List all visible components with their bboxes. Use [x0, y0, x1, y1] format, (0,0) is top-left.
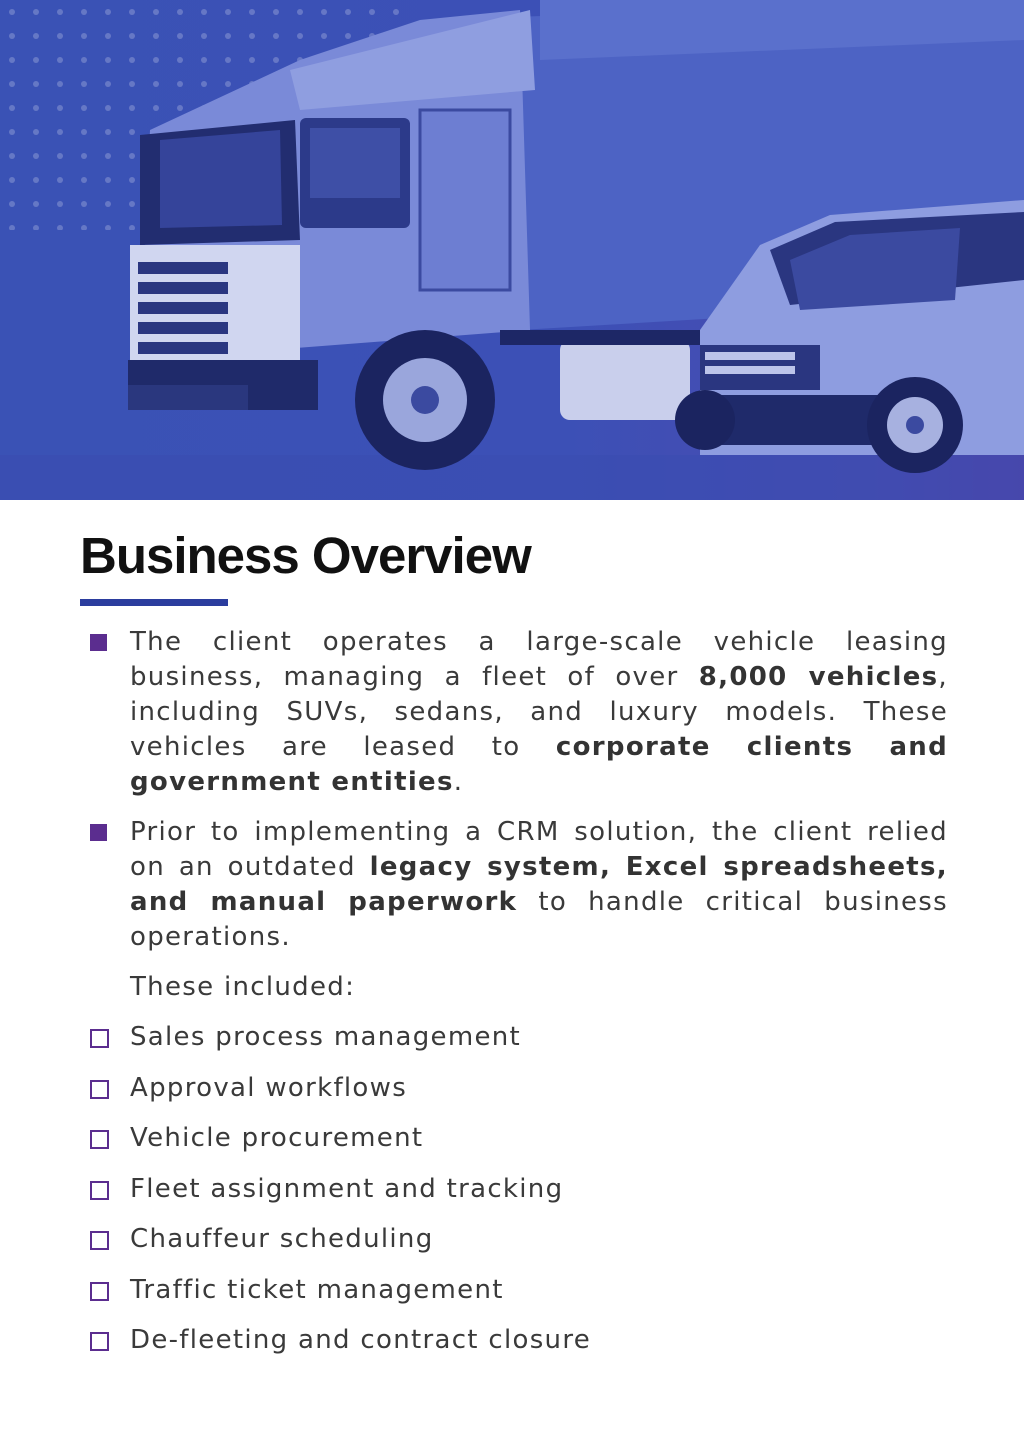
- checkbox-square-icon: [90, 1181, 109, 1200]
- list-item: Fleet assignment and tracking: [88, 1172, 948, 1207]
- checkbox-square-icon: [90, 1029, 109, 1048]
- list-item: Vehicle procurement: [88, 1121, 948, 1156]
- operations-list: [88, 1020, 948, 1358]
- list-item: Approval workflows: [88, 1071, 948, 1106]
- checkbox-square-icon: [90, 1130, 109, 1149]
- filled-square-bullet-icon: [90, 824, 107, 841]
- truck-and-van-illustration: [0, 0, 1024, 500]
- checkbox-square-icon: [90, 1282, 109, 1301]
- hero-image: [0, 0, 1024, 500]
- list-item: Sales process management: [88, 1020, 948, 1055]
- list-item: Chauffeur scheduling: [88, 1222, 948, 1257]
- paragraph-legacy: Prior to implementing a CRM solution, the client relied on an outdated legacy system, Excel spreadsheets, and manual paperwork to handle critical business operations.: [88, 815, 948, 955]
- content-body: [88, 625, 948, 1374]
- filled-square-bullet-icon: [90, 634, 107, 651]
- page-title: Business Overview: [80, 527, 531, 584]
- paragraph-fleet: The client operates a large-scale vehicle leasing business, managing a fleet of over 8,000 vehicles, including SUVs, sedans, and luxury models. These vehicles are leased to corporate clients and government entities.: [88, 625, 948, 800]
- list-item: De-fleeting and contract closure: [88, 1323, 948, 1358]
- title-underline: [80, 599, 228, 606]
- checkbox-square-icon: [90, 1231, 109, 1250]
- list-item: Traffic ticket management: [88, 1273, 948, 1308]
- checkbox-square-icon: [90, 1332, 109, 1351]
- list-intro: These included:: [130, 972, 356, 1002]
- checkbox-square-icon: [90, 1080, 109, 1099]
